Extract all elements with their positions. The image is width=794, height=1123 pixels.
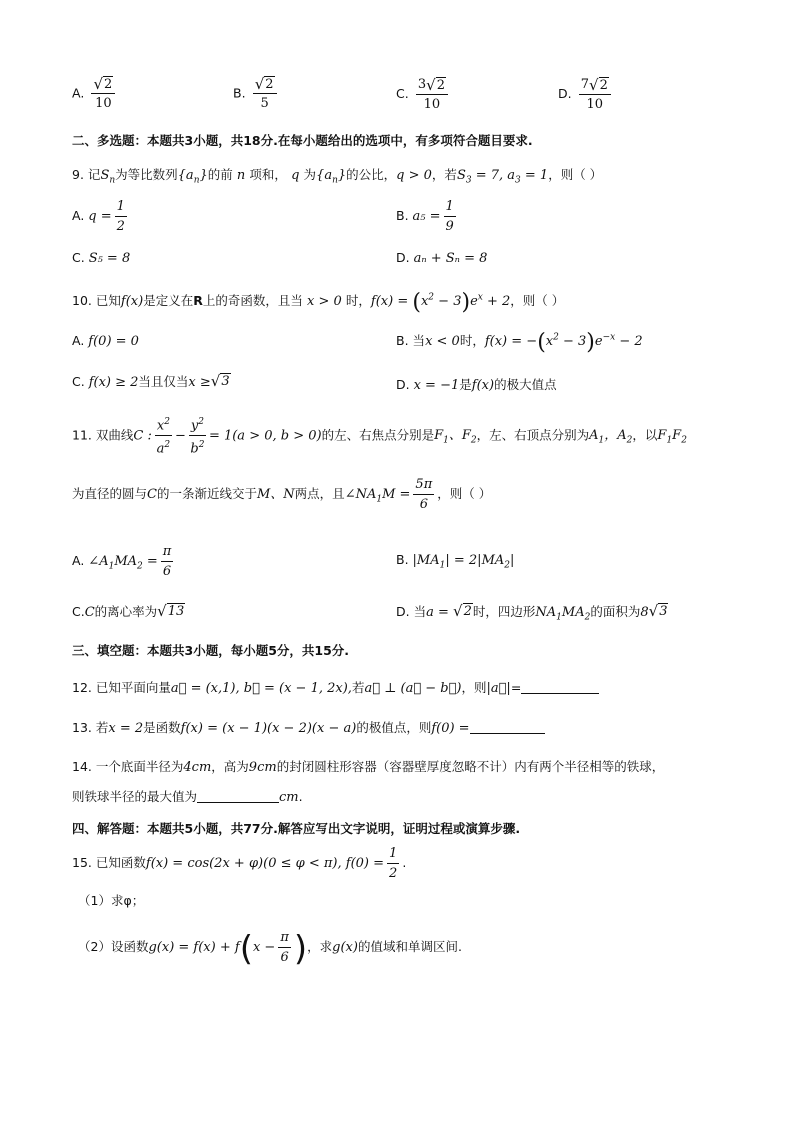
q15-part2: （2）设函数g(x) = f(x) + f(x − $\frac{\pi}{6}$ )，求g(x)的值域和单调区间. (78, 929, 462, 969)
q10-option-a: A. f(0) = 0 (72, 333, 139, 349)
q10-option-b: B. 当x < 0时，$f(x) = -(x^2 - 3)e^{-x} - 2$ (396, 330, 643, 355)
q13: 13. 若x = 2是函数f(x) = (x − 1)(x − 2)(x − a)的极值点，则f(0) = (72, 718, 545, 736)
option-label: B. (233, 85, 246, 101)
q9-option-d: D. aₙ + Sₙ = 8 (396, 250, 488, 266)
answer-blank[interactable] (470, 733, 545, 734)
q15-part1: （1）求φ； (78, 893, 145, 908)
option-label: D. (558, 86, 572, 101)
q10-option-d: D. x = −1是f(x)的极大值点 (396, 377, 557, 393)
q14-line2: 则铁球半径的最大值为 cm. (72, 789, 303, 805)
q11-stem-line2: 为直径的圆与C的一条渐近线交于M、N两点，且$\angle NA_1M$ = $\frac{5\pi}{6}$ ，则（ ） (72, 477, 492, 512)
q9-option-c: C. S₅ = 8 (72, 250, 131, 266)
q10-stem: 10. 已知f(x)是定义在R上的奇函数，且当 x > 0 时，$f(x) = (x^2 - 3)e^x + 2$，则（ ） (72, 290, 565, 315)
sqrt-numerator: √ 2 (91, 76, 115, 94)
option-label: C. (396, 86, 409, 101)
q15-stem: 15. 已知函数f(x) = cos(2x + φ)(0 ≤ φ < π), f(0) = $\frac{1}{2}$ . (72, 846, 407, 881)
section-3-title: 三、填空题：本题共3小题，每小题5分，共15分. (72, 643, 350, 658)
q11-option-a: A. $\angle A_1MA_2$ = $\frac{\pi}{6}$ (72, 544, 172, 579)
q12: 12. 已知平面向量a⃗ = (x,1), b⃗ = (x − 1, 2x),若a⃗ ⊥ (a⃗ − b⃗)，则|a⃗|= (72, 678, 599, 696)
q8-option-d: D. 7 √ 2 10 (558, 76, 614, 113)
sqrt-numerator: 3 √ 2 (416, 76, 448, 95)
q11-option-c: C.C的离心率为 √ 13 (72, 602, 185, 620)
sqrt-numerator: √ 2 (253, 76, 277, 94)
q9-stem: 9. 记$S_n$为等比数列$\{a_n\}$的前 n 项和， q 为$\{a_n\}$的公比，q > 0，若$S_3 = 7$, $a_3 = 1$，则（ ） (72, 167, 603, 186)
answer-blank[interactable] (197, 802, 279, 803)
q10-option-c: C. f(x) ≥ 2当且仅当x ≥ √ 3 (72, 372, 230, 390)
q8-option-a: A. √ 2 10 (72, 76, 118, 112)
q11-stem-line1: 11. 双曲线C : $\frac{x^2}{a^2}$ − $\frac{y^2}{b^2}$ = 1(a > 0, b > 0)的左、右焦点分别是$F_1$、$F_2$，左、右顶点分别为$A_1$，$A_2$，以$F_1F_2$ (72, 414, 687, 458)
answer-blank[interactable] (521, 693, 599, 694)
q11-option-d: D. 当a = √ 2 时，四边形$NA_1MA_2$的面积为8 √ 3 (396, 602, 668, 623)
sqrt-numerator: 7 √ 2 (579, 76, 611, 95)
q11-option-b: B. $|MA_1| = 2|MA_2|$ (396, 552, 515, 571)
section-4-title: 四、解答题：本题共5小题，共77分.解答应写出文字说明，证明过程或演算步骤. (72, 821, 521, 836)
q8-option-b: B. √ 2 5 (233, 76, 280, 112)
q8-option-c: C. 3 √ 2 10 (396, 76, 451, 113)
section-2-title: 二、多选题：本题共3小题，共18分.在每小题给出的选项中，有多项符合题目要求. (72, 133, 533, 148)
q9-option-b: B. a₅ = $\frac{1}{9}$ (396, 199, 454, 234)
q14-line1: 14. 一个底面半径为4cm，高为9cm的封闭圆柱形容器（容器壁厚度忽略不计）内有两个半径相等的铁球， (72, 759, 665, 775)
option-label: A. (72, 85, 85, 101)
q9-option-a: A. q = $\frac{1}{2}$ (72, 199, 125, 234)
